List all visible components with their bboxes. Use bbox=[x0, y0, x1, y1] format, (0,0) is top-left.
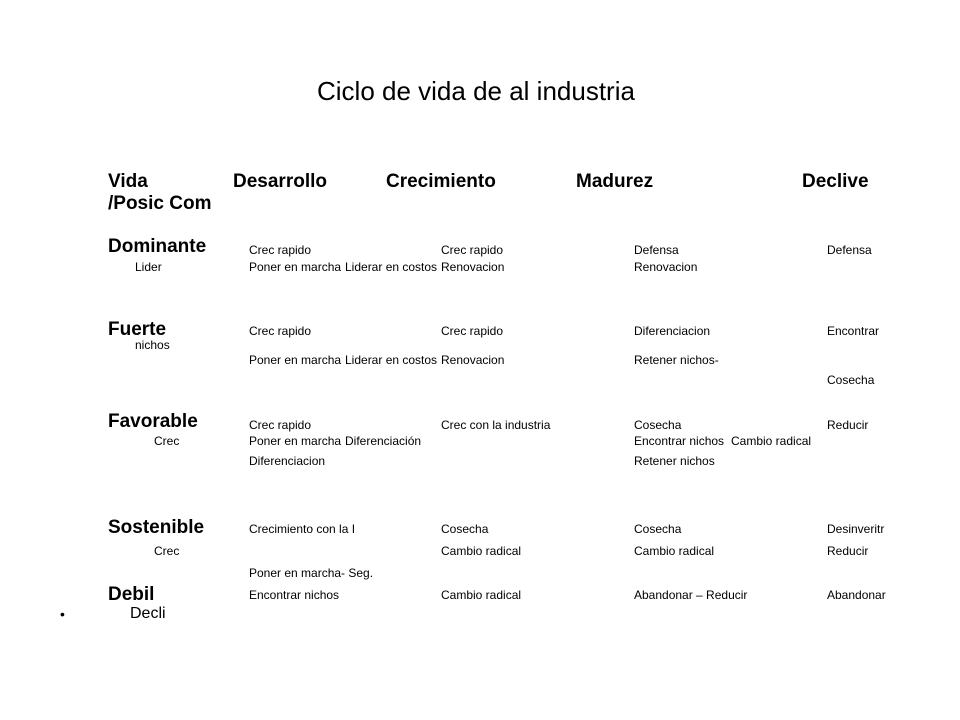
bullet-icon: • bbox=[60, 606, 65, 622]
cell-dominante-madurez: Defensa bbox=[634, 243, 679, 257]
cell-debil-declive: Abandonar bbox=[827, 588, 886, 602]
cell-sostenible-desarrollo: Crecimiento con la I bbox=[249, 522, 356, 536]
cell-dominante-declive: Defensa bbox=[827, 243, 872, 257]
cell-fuerte-madurez: Diferenciacion bbox=[634, 324, 711, 338]
cell-debil-crecimiento: Cambio radical bbox=[441, 588, 522, 602]
cell-debil-madurez: Abandonar – Reducir bbox=[634, 588, 748, 602]
row-sublabel-lider: Lider bbox=[135, 260, 162, 274]
cell-debil-desarrollo: Encontrar nichos bbox=[249, 588, 340, 602]
row-label-dominante: Dominante bbox=[108, 236, 207, 257]
header-declive: Declive bbox=[802, 171, 869, 192]
cell-sostenible-madurez: Cosecha bbox=[634, 522, 682, 536]
row-label-sostenible: Sostenible bbox=[108, 517, 205, 538]
cell-sostenible-declive-2: Reducir bbox=[827, 544, 869, 558]
page-title: Ciclo de vida de al industria bbox=[317, 76, 635, 106]
row-sublabel-crec: Crec bbox=[154, 434, 180, 448]
row-sublabel-nichos: nichos bbox=[135, 338, 170, 352]
header-posic-com: /Posic Com bbox=[108, 193, 212, 214]
header-crecimiento: Crecimiento bbox=[386, 171, 496, 192]
cell-favorable-madurez-3: Retener nichos bbox=[634, 454, 715, 468]
cell-dominante-madurez-2: Renovacion bbox=[634, 260, 698, 274]
cell-sostenible-madurez-2: Cambio radical bbox=[634, 544, 715, 558]
header-madurez: Madurez bbox=[576, 171, 654, 192]
cell-sostenible-desarrollo-3: Poner en marcha- Seg. bbox=[249, 566, 374, 580]
cell-favorable-crecimiento: Crec con la industria bbox=[441, 418, 551, 432]
cell-fuerte-declive: Encontrar bbox=[827, 324, 880, 338]
cell-fuerte-madurez-2: Retener nichos- bbox=[634, 353, 719, 367]
cell-dominante-desarrollo-2: Poner en marcha bbox=[249, 260, 342, 274]
header-vida: Vida bbox=[108, 171, 148, 192]
header-desarrollo: Desarrollo bbox=[233, 171, 327, 192]
bullet-text-decli: Decli bbox=[130, 605, 166, 622]
cell-favorable-diferenciacion: Diferenciación bbox=[345, 434, 422, 448]
row-label-favorable: Favorable bbox=[108, 411, 198, 432]
cell-fuerte-liderar: Liderar en costos bbox=[345, 353, 438, 367]
cell-favorable-cambio-radical: Cambio radical bbox=[731, 434, 812, 448]
cell-favorable-madurez: Cosecha bbox=[634, 418, 682, 432]
cell-dominante-desarrollo: Crec rapido bbox=[249, 243, 312, 257]
cell-dominante-crecimiento-2: Renovacion bbox=[441, 260, 505, 274]
row-label-debil: Debil bbox=[108, 584, 155, 605]
cell-dominante-liderar: Liderar en costos bbox=[345, 260, 438, 274]
cell-favorable-declive: Reducir bbox=[827, 418, 869, 432]
cell-fuerte-desarrollo-2: Poner en marcha bbox=[249, 353, 342, 367]
cell-fuerte-declive-3: Cosecha bbox=[827, 373, 875, 387]
cell-sostenible-crecimiento: Cosecha bbox=[441, 522, 489, 536]
cell-fuerte-crecimiento-2: Renovacion bbox=[441, 353, 505, 367]
cell-fuerte-desarrollo: Crec rapido bbox=[249, 324, 312, 338]
cell-sostenible-crecimiento-2: Cambio radical bbox=[441, 544, 522, 558]
cell-sostenible-declive: Desinveritr bbox=[827, 522, 885, 536]
cell-favorable-desarrollo-2: Poner en marcha bbox=[249, 434, 342, 448]
cell-dominante-crecimiento: Crec rapido bbox=[441, 243, 504, 257]
row-sublabel-crec-sostenible: Crec bbox=[154, 544, 180, 558]
cell-fuerte-crecimiento: Crec rapido bbox=[441, 324, 504, 338]
cell-favorable-desarrollo: Crec rapido bbox=[249, 418, 312, 432]
cell-favorable-madurez-2: Encontrar nichos bbox=[634, 434, 725, 448]
cell-favorable-desarrollo-3: Diferenciacion bbox=[249, 454, 326, 468]
row-label-fuerte: Fuerte bbox=[108, 319, 167, 340]
